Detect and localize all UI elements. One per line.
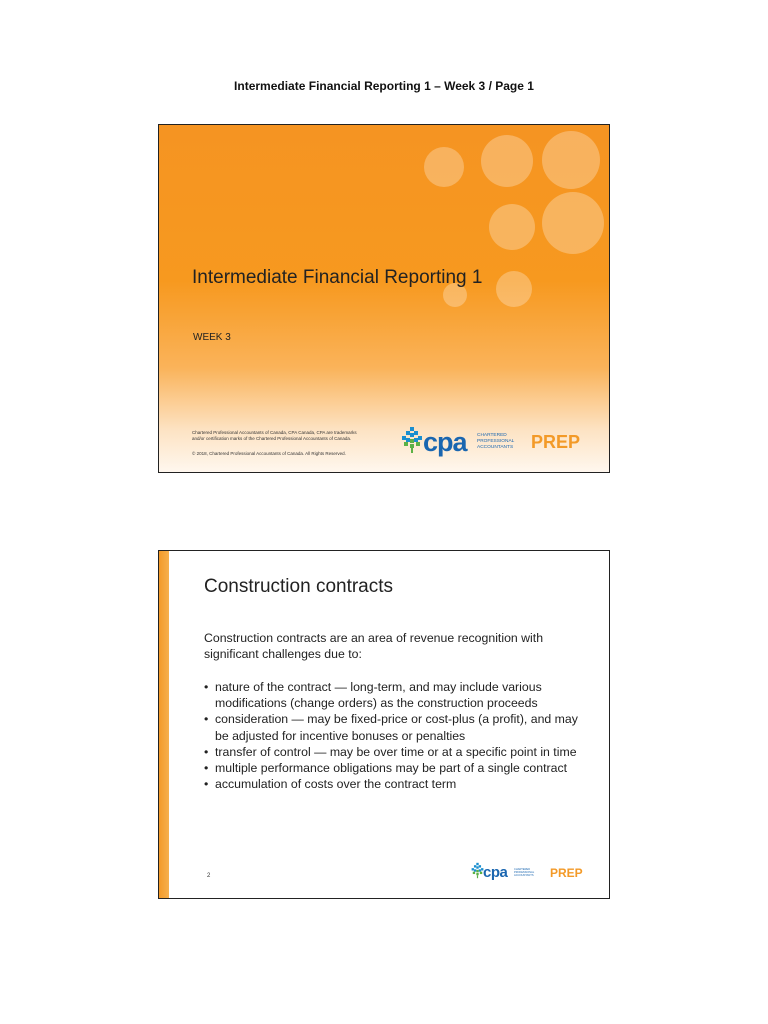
trademark-line: and/or certification marks of the Chartered Professional Accountants of Canada. xyxy=(192,436,352,441)
cpa-wordmark: cpa xyxy=(483,864,508,881)
intro-paragraph: Construction contracts are an area of revenue recognition with significant challenges due to: xyxy=(204,631,544,661)
list-item: • transfer of control — may be over time or at a specific point in time xyxy=(204,744,594,760)
list-item: • accumulation of costs over the contract term xyxy=(204,776,594,792)
cpa-prep-logo xyxy=(401,423,601,463)
slide-title: Intermediate Financial Reporting 1 xyxy=(192,267,483,288)
cpa-tagline: CHARTERED PROFESSIONAL ACCOUNTANTS xyxy=(514,868,535,878)
slide-number: 2 xyxy=(207,873,211,879)
page-header: Intermediate Financial Reporting 1 – Week 3 / Page 1 xyxy=(234,79,534,93)
decor-circle xyxy=(542,131,600,189)
decor-circle xyxy=(496,271,532,307)
decor-circle xyxy=(424,147,464,187)
prep-wordmark: PREP xyxy=(531,432,581,452)
list-item: • consideration — may be fixed-price or cost-plus (a profit), and may be adjusted for incentive bonuses or penalties xyxy=(204,711,594,743)
bullet-list xyxy=(204,679,594,792)
title-slide xyxy=(158,124,610,473)
trademark-line: Chartered Professional Accountants of Canada, CPA Canada, CPA are trademarks xyxy=(192,430,357,435)
maple-leaf-icon xyxy=(401,427,423,453)
list-item: • nature of the contract — long-term, and may include various modifications (change orders) as the construction proceeds xyxy=(204,679,594,711)
prep-wordmark: PREP xyxy=(550,866,583,880)
decor-circle xyxy=(542,192,604,254)
content-slide xyxy=(158,550,610,899)
accent-bar xyxy=(159,551,169,898)
slide-subtitle: WEEK 3 xyxy=(193,332,231,343)
cpa-tagline: CHARTERED PROFESSIONAL ACCOUNTANTS xyxy=(477,433,515,450)
cpa-prep-logo xyxy=(471,862,596,886)
cpa-wordmark: cpa xyxy=(423,427,467,457)
decor-circle xyxy=(489,204,535,250)
copyright-notice: © 2018, Chartered Professional Accountants of Canada. All Rights Reserved. xyxy=(192,451,346,456)
decor-circle xyxy=(481,135,533,187)
slide-heading: Construction contracts xyxy=(204,576,394,597)
list-item: • multiple performance obligations may be part of a single contract xyxy=(204,760,594,776)
